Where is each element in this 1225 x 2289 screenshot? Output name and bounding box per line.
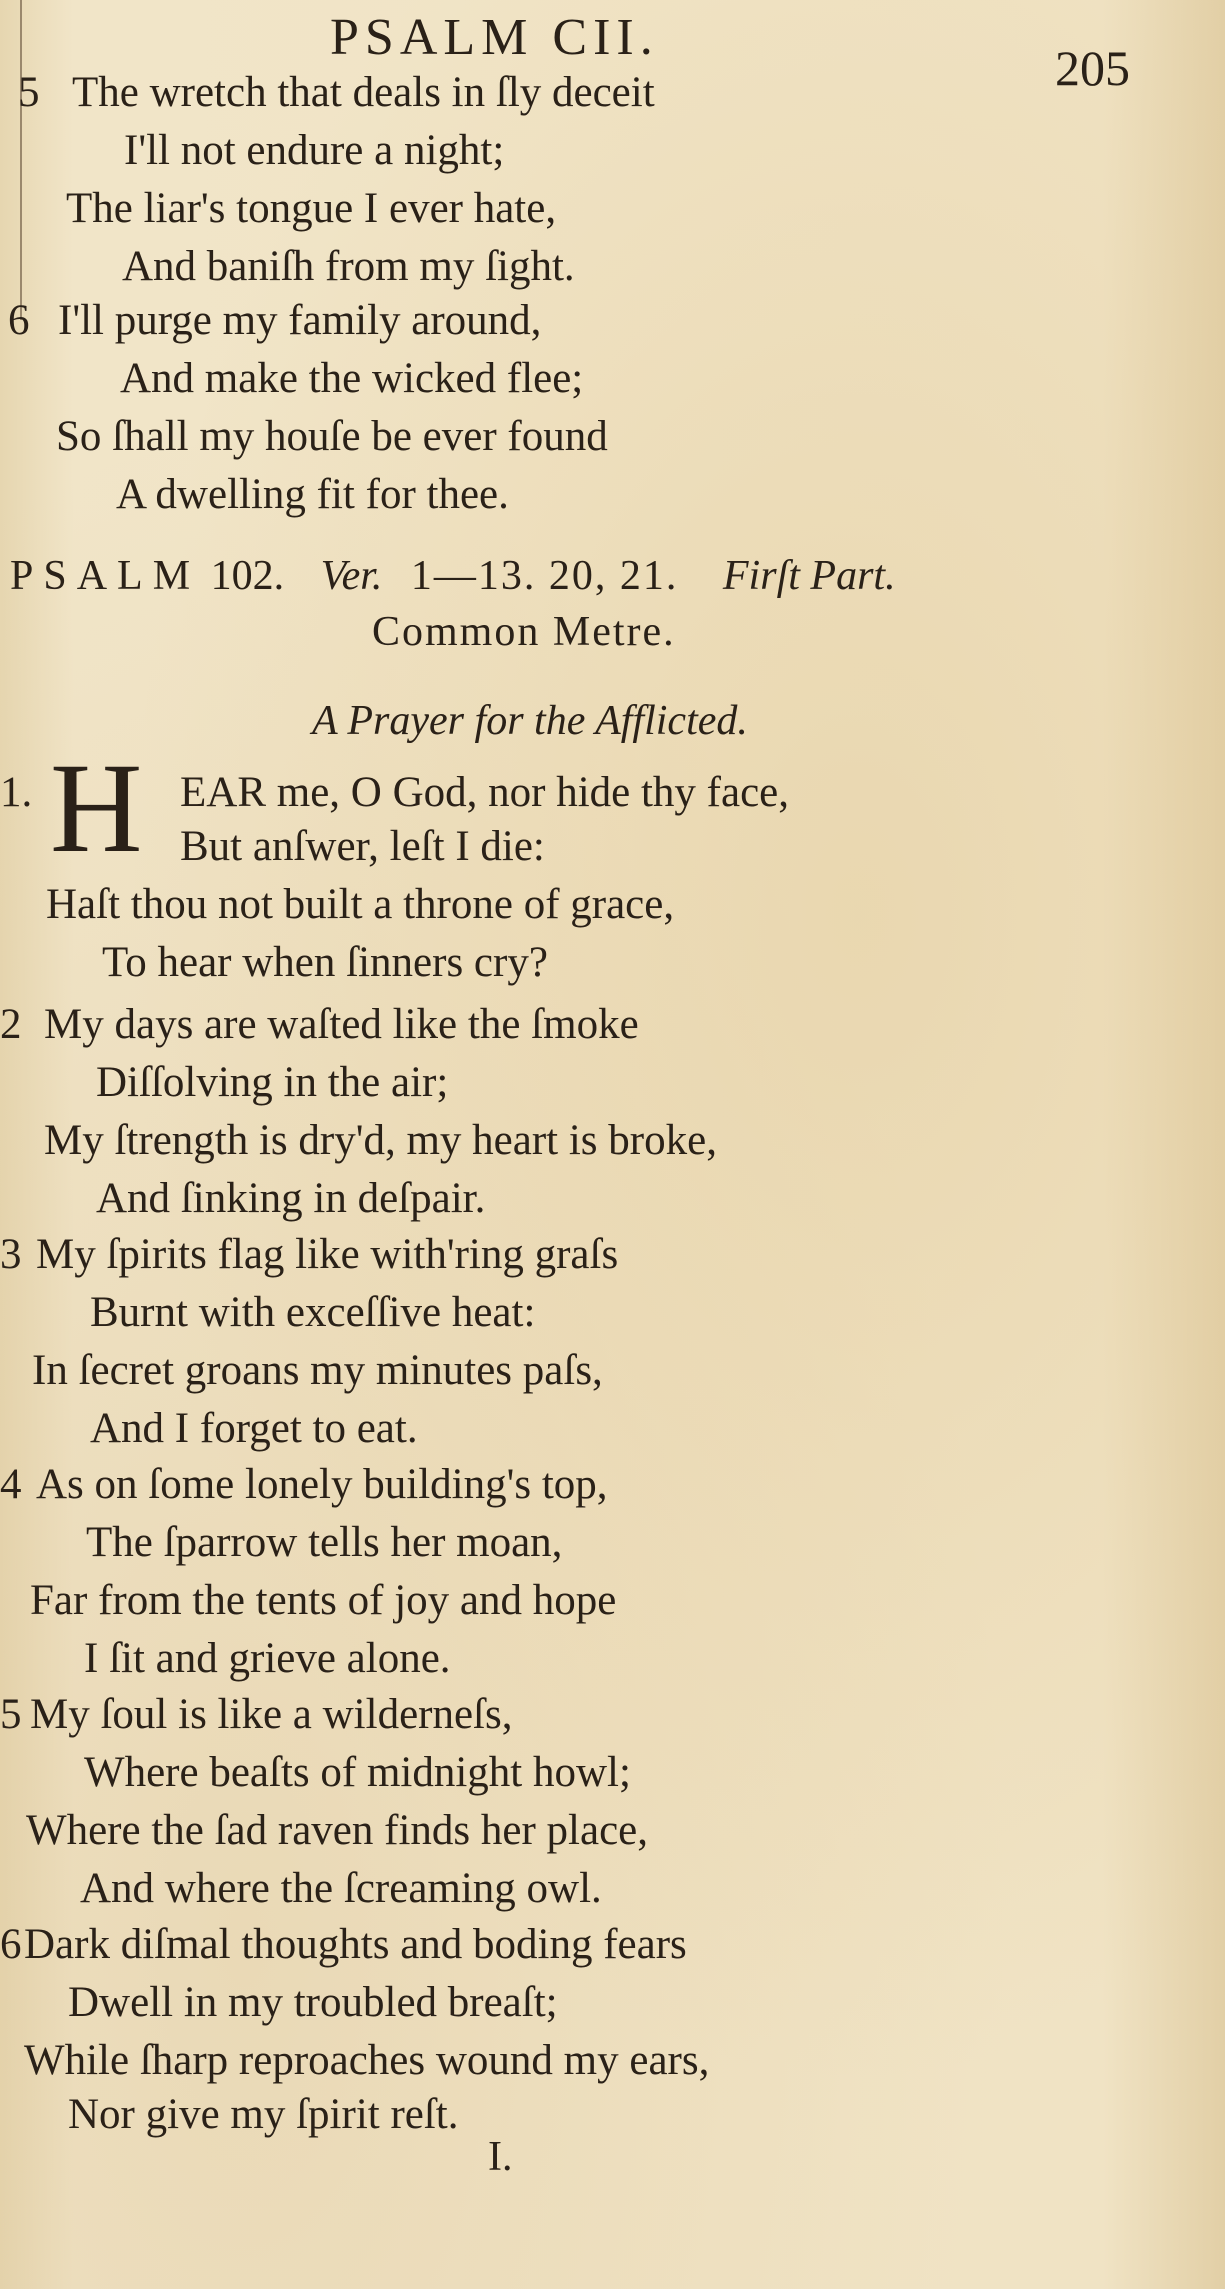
psalm-heading [10,548,1210,608]
drop-cap: H [50,737,143,879]
verse-line: My ſtrength is dry'd, my heart is broke, [44,1117,717,1164]
verse-line: Far from the tents of joy and hope [30,1577,617,1624]
catchword: I. [488,2134,513,2180]
verse-line: My ſoul is like a wilderneſs, [30,1691,513,1738]
verse-line: Haſt thou not built a throne of grace, [46,881,675,928]
verse-line: The liar's tongue I ever hate, [66,185,557,232]
verse-line: A dwelling fit for thee. [116,471,509,518]
part-label: Firſt Part. [722,553,896,599]
verse-line: The wretch that deals in ſly deceit [72,69,655,116]
verse-line: And where the ſcreaming owl. [80,1865,602,1912]
verse-line: Burnt with exceſſive heat: [90,1289,536,1336]
verse-line: Where the ſad raven finds her place, [26,1807,648,1854]
stanza-number: 5 [0,1691,22,1738]
hymn-subtitle: A Prayer for the Afflicted. [312,698,748,744]
stanza-number: 1. [0,769,33,816]
verse-line: So ſhall my houſe be ever found [56,413,608,460]
verse-line: And baniſh from my ſight. [122,243,575,290]
psalm-title: PSALM [10,553,201,599]
verse-line: My days are waſted like the ſmoke [44,1001,639,1048]
stanza-number: 3 [0,1231,22,1278]
verse-line: Dark diſmal thoughts and boding fears [24,1921,687,1968]
stanza-number: 6 [8,297,30,344]
verse-line: In ſecret groans my minutes paſs, [32,1347,603,1394]
verse-line: My ſpirits flag like with'ring graſs [36,1231,619,1278]
verse-line: And I forget to eat. [90,1405,418,1452]
verse-line: While ſharp reproaches wound my ears, [24,2037,710,2084]
verse-line: EAR me, O God, nor hide thy face, [180,769,790,816]
stanza-number: 4 [0,1461,22,1508]
verse-line: And make the wicked flee; [120,355,584,402]
verse-line: Diſſolving in the air; [96,1059,449,1106]
psalm-number: 102. [210,553,285,599]
verse-line: As on ſome lonely building's top, [36,1461,608,1508]
verse-label: Ver. [320,553,383,599]
page-number: 205 [1055,40,1130,96]
verse-line: To hear when ſinners cry? [102,939,548,986]
stanza-number: 5 [18,69,40,116]
verse-line: The ſparrow tells her moan, [86,1519,563,1566]
verse-line: Nor give my ſpirit reſt. [68,2091,459,2138]
verse-line: Dwell in my troubled breaſt; [68,1979,558,2026]
metre-label: Common Metre. [372,609,676,655]
verse-line: But anſwer, leſt I die: [180,823,545,870]
stanza-number: 2 [0,1001,22,1048]
verse-line: I'll not endure a night; [124,127,505,174]
verse-range: 1—13. 20, 21. [410,553,679,599]
verse-line: I ſit and grieve alone. [84,1635,451,1682]
stanza-number: 6 [0,1921,22,1968]
running-head: PSALM CII. [330,9,659,66]
verse-line: And ſinking in deſpair. [96,1175,486,1222]
verse-line: Where beaſts of midnight howl; [84,1749,631,1796]
verse-line: I'll purge my family around, [58,297,542,344]
